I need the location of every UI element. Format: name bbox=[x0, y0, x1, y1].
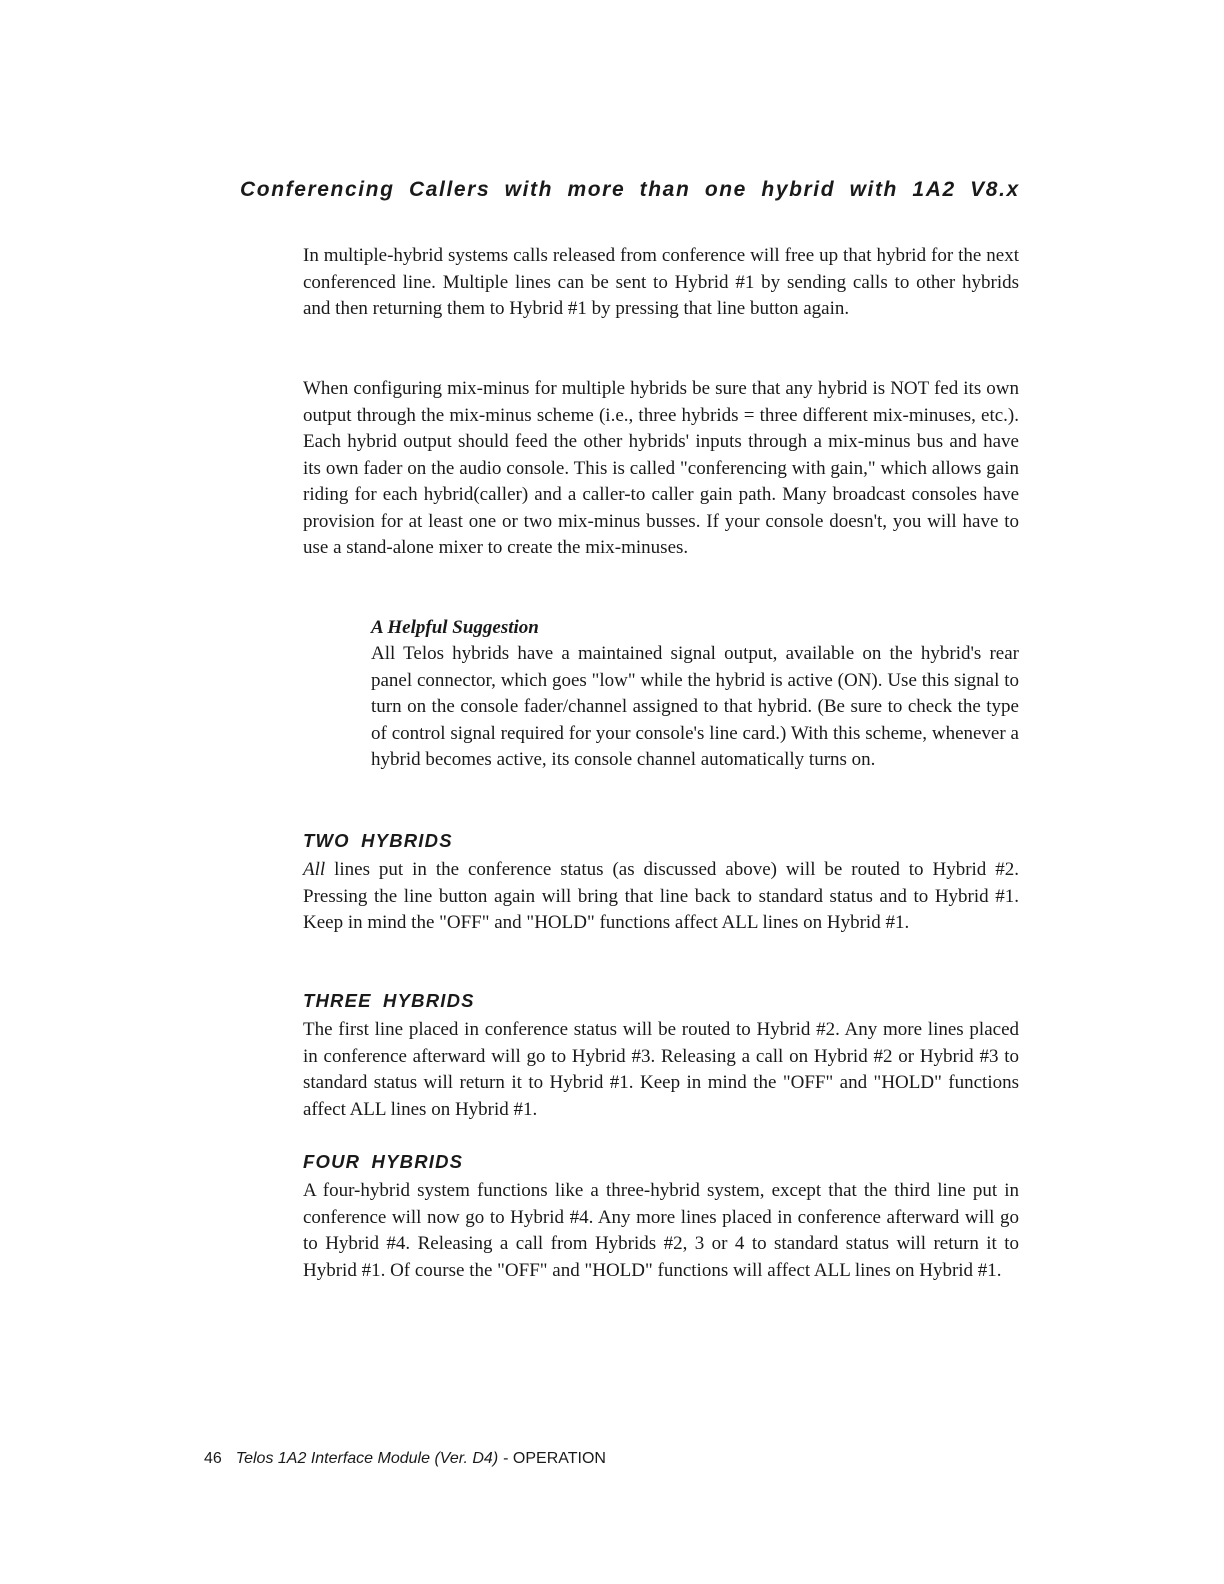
section-four-hybrids bbox=[303, 1150, 1019, 1284]
section-text-two-hybrids bbox=[303, 857, 1019, 937]
section-text-three-hybrids: The first line placed in conference status will be routed to Hybrid #2. Any more lines placed in conference afterward will go to Hybrid #3. Releasing a call on Hybrid #2 or Hybrid #3 to standard status will return it to Hybrid #1. Keep in mind the "OFF" and "HOLD" functions affect ALL lines on Hybrid #1. bbox=[303, 1019, 1019, 1120]
footer-product-name: Telos 1A2 Interface Module (Ver. D4) bbox=[235, 1450, 499, 1467]
section-heading-three-hybrids: THREE HYBRIDS bbox=[303, 990, 475, 1011]
footer-section-name: - OPERATION bbox=[503, 1450, 606, 1467]
section-heading-four-hybrids: FOUR HYBRIDS bbox=[303, 1151, 464, 1172]
suggestion-text: All Telos hybrids have a maintained signal output, available on the hybrid's rear panel connector, which goes "low" while the hybrid is active (ON). Use this signal to turn on the console fader/channel assigned to that hybrid. (Be sure to check the type of control signal required for your console's line card.) With this scheme, whenever a hybrid becomes active, its console channel automatically turns on. bbox=[371, 643, 1019, 770]
intro-paragraph-2: When configuring mix-minus for multiple hybrids be sure that any hybrid is NOT fed its own output through the mix-minus scheme (i.e., three hybrids = three different mix-minuses, etc.). Each hybrid output should feed the other hybrids' inputs through a mix-minus bus and have its own fader on the audio console. This is called "conferencing with gain," which allows gain riding for each hybrid(caller) and a caller-to caller gain path. Many broadcast consoles have provision for at least one or two mix-minus busses. If your console doesn't, you will have to use a stand-alone mixer to create the mix-minuses. bbox=[303, 378, 1019, 558]
page-title: Conferencing Callers with more than one hybrid with 1A2 V8.x bbox=[240, 178, 1020, 201]
emphasis-all: All bbox=[303, 859, 326, 880]
section-heading-two-hybrids: TWO HYBRIDS bbox=[303, 830, 453, 851]
page-number: 46 bbox=[204, 1450, 222, 1467]
section-text-four-hybrids: A four-hybrid system functions like a three-hybrid system, except that the third line put in conference will now go to Hybrid #4. Any more lines placed in conference afterward will go to Hybrid #4. Releasing a call from Hybrids #2, 3 or 4 to standard status will return it to Hybrid #1. Of course the "OFF" and "HOLD" functions will affect ALL lines on Hybrid #1. bbox=[303, 1180, 1019, 1281]
page-footer bbox=[204, 1450, 606, 1468]
helpful-suggestion bbox=[371, 615, 1019, 774]
suggestion-title: A Helpful Suggestion bbox=[371, 617, 539, 638]
section-text-two-hybrids-body: lines put in the conference status (as discussed above) will be routed to Hybrid #2. Pressing the line button again will bring that line back to standard status and to Hybrid #1. Keep in mind the "OFF" and "HOLD" functions affect ALL lines on Hybrid #1. bbox=[303, 859, 1019, 933]
intro-paragraph-1: In multiple-hybrid systems calls released from conference will free up that hybrid for the next conferenced line. Multiple lines can be sent to Hybrid #1 by sending calls to other hybrids and then returning them to Hybrid #1 by pressing that line button again. bbox=[303, 245, 1019, 319]
section-two-hybrids bbox=[303, 829, 1019, 937]
section-three-hybrids bbox=[303, 989, 1019, 1123]
